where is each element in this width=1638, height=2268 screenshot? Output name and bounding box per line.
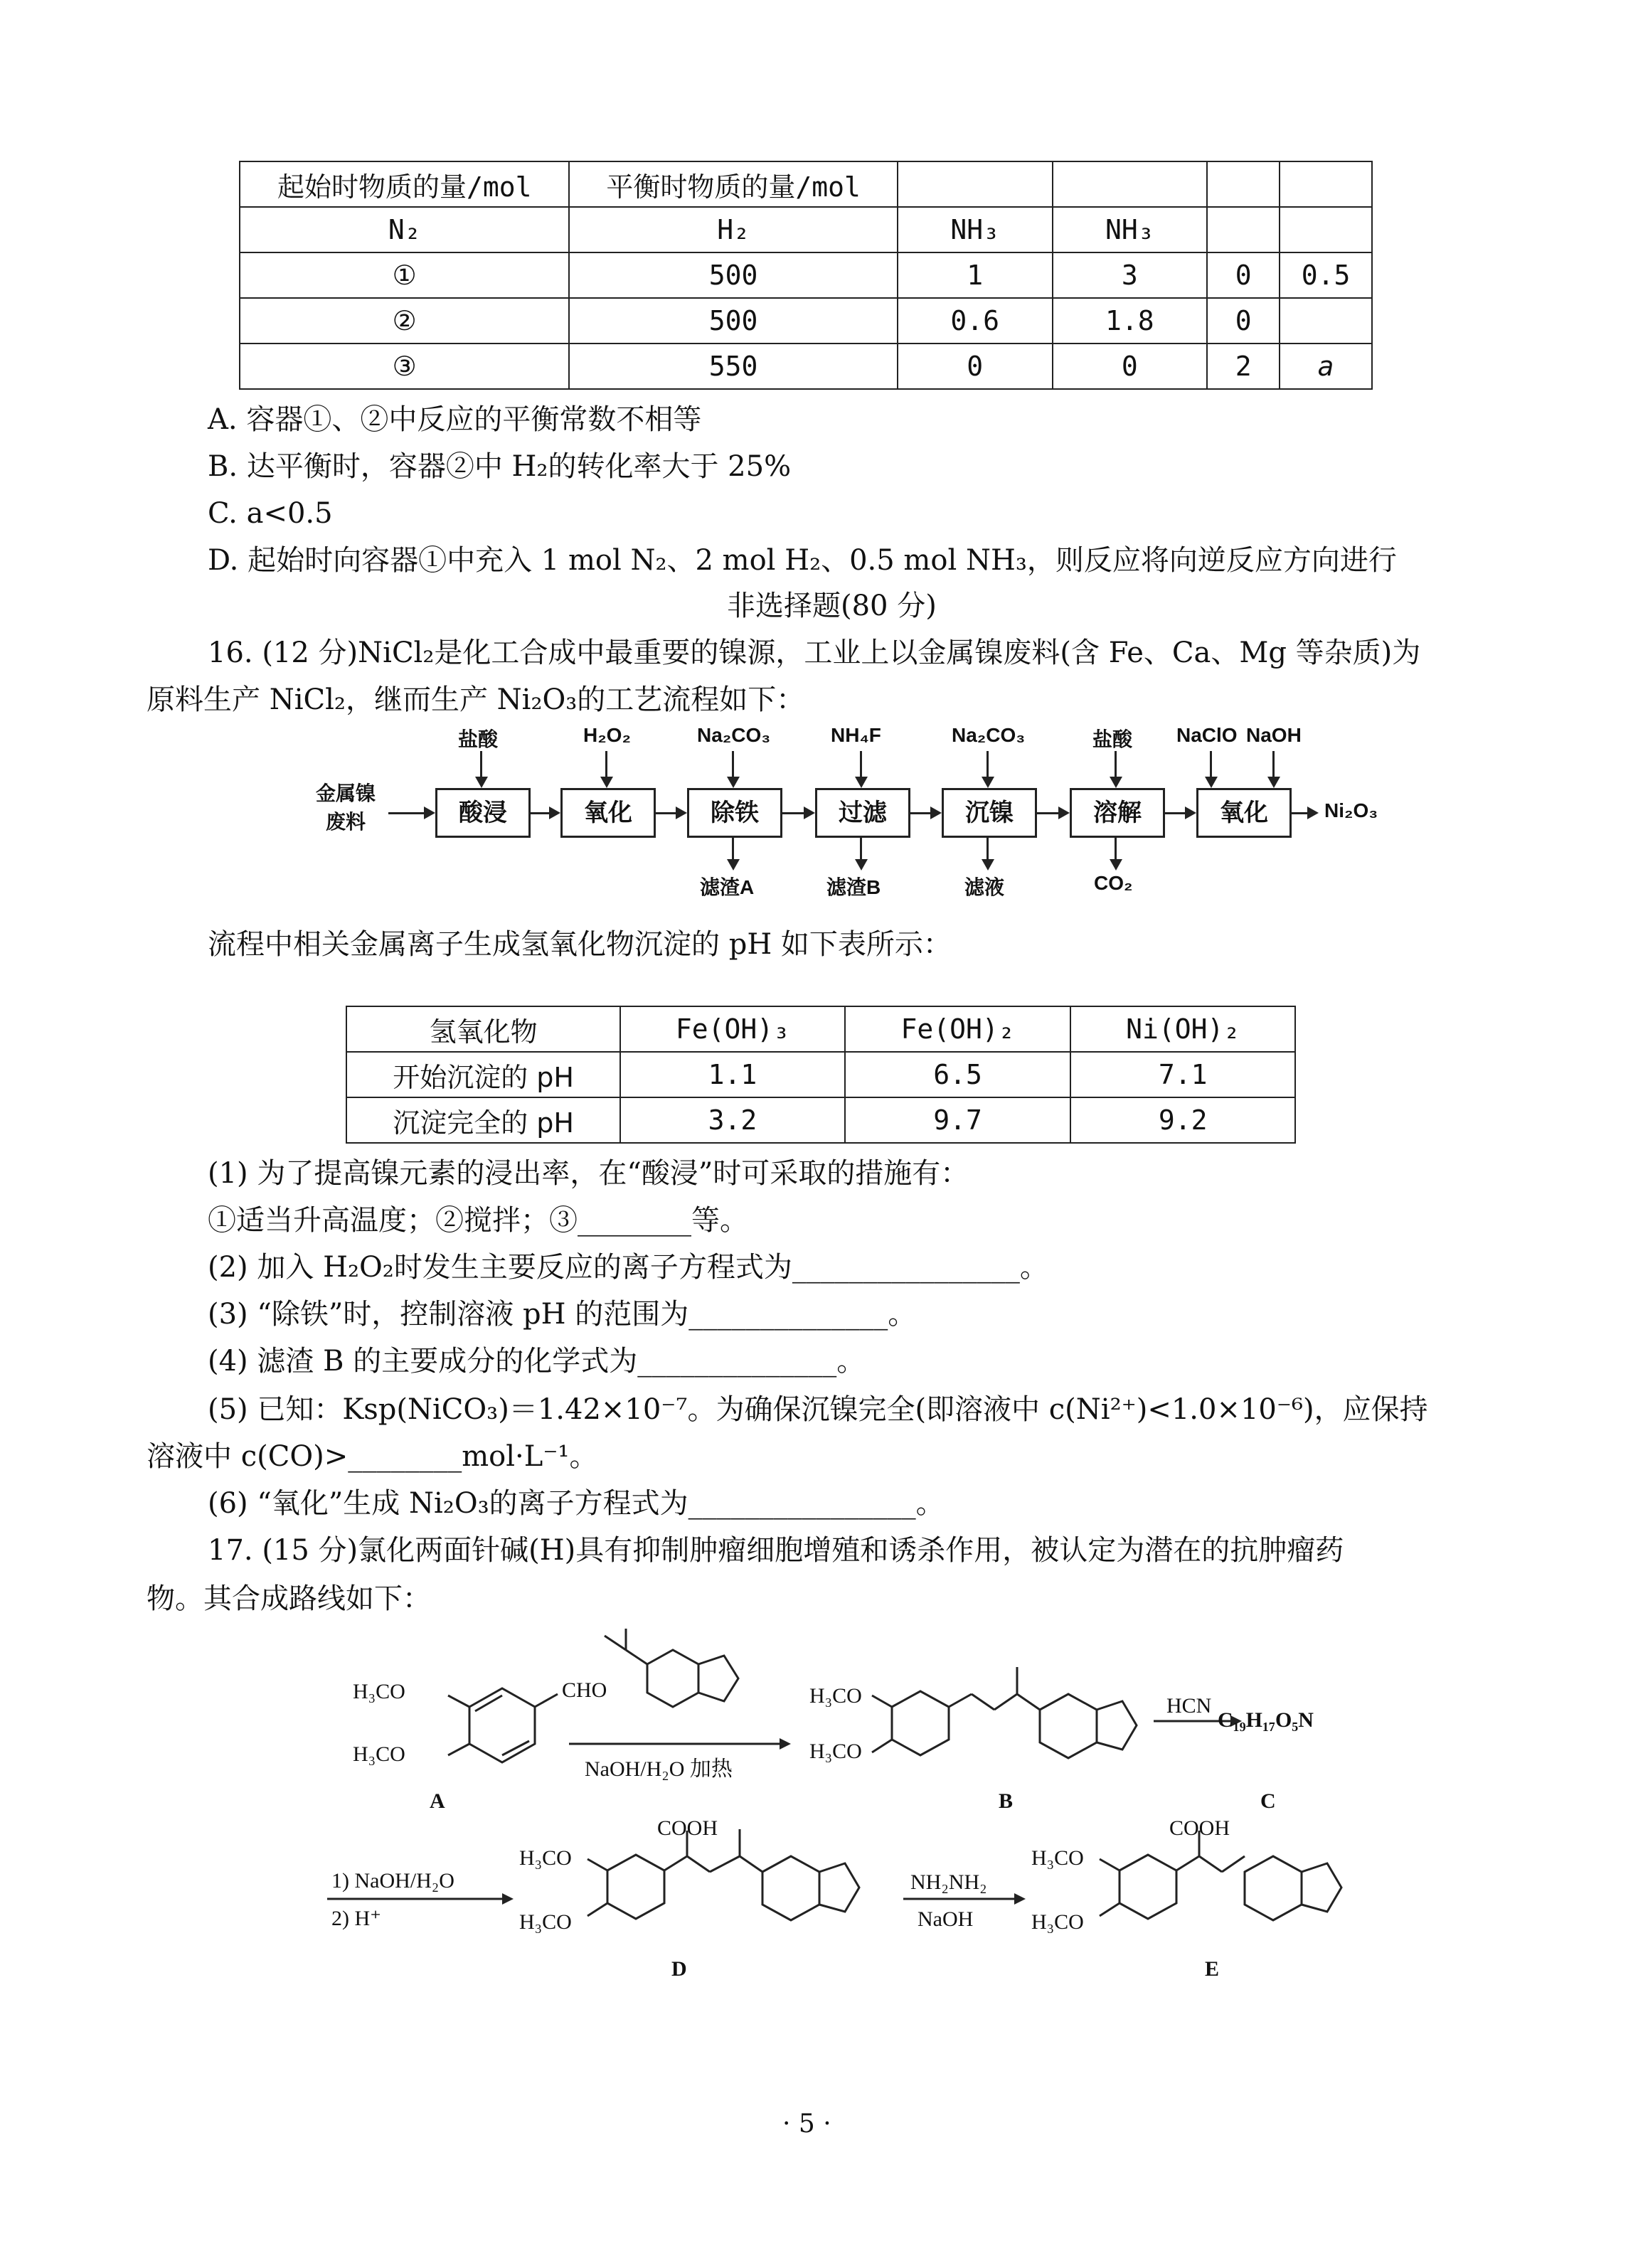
step-dissolution: 溶解 bbox=[1070, 788, 1165, 838]
compound-e-cooh: COOH bbox=[1169, 1816, 1230, 1840]
table-row bbox=[346, 1097, 1295, 1143]
flow-input: NH₄F bbox=[831, 724, 881, 746]
q16-intro-line2: 原料生产 NiCl₂，继而生产 Ni₂O₃的工艺流程如下： bbox=[147, 683, 805, 716]
flow-output: 滤渣A bbox=[700, 876, 755, 898]
q16-sub-question: (6) “氧化”生成 Ni₂O₃的离子方程式为________________。 bbox=[208, 1487, 945, 1520]
compound-a-ome-2: H₃CO bbox=[353, 1742, 405, 1766]
table-cell: 1 bbox=[898, 252, 1053, 298]
table-cell: 沉淀完全的 pH bbox=[346, 1097, 620, 1143]
flow-output: 滤渣B bbox=[826, 876, 881, 898]
compound-c-formula: C₁₉H₁₇O₅N bbox=[1218, 1708, 1314, 1732]
table-cell: 0 bbox=[1207, 298, 1280, 344]
flow-input: 盐酸 bbox=[1092, 728, 1133, 750]
table-cell: a bbox=[1280, 344, 1372, 389]
table-cell: 0 bbox=[1053, 344, 1208, 389]
flow-product: Ni₂O₃ bbox=[1324, 799, 1378, 821]
compound-e-ome-2: H₃CO bbox=[1031, 1910, 1084, 1934]
compound-d-cooh: COOH bbox=[657, 1816, 718, 1840]
table-header: Ni(OH)₂ bbox=[1070, 1006, 1295, 1052]
step-oxidation-2: 氧化 bbox=[1196, 788, 1292, 838]
compound-a-ome-1: H₃CO bbox=[353, 1680, 405, 1703]
section-title: 非选择题(80 分) bbox=[727, 590, 937, 622]
flow-output: 滤液 bbox=[964, 876, 1005, 898]
table-cell: 9.2 bbox=[1070, 1097, 1295, 1143]
step-filtration: 过滤 bbox=[815, 788, 910, 838]
flow-output: CO₂ bbox=[1094, 872, 1133, 894]
table-cell: 0.6 bbox=[898, 298, 1053, 344]
flow-input: NaOH bbox=[1246, 724, 1302, 746]
option-c: C. a<0.5 bbox=[208, 497, 333, 530]
table-cell: ③ bbox=[240, 344, 569, 389]
compound-b-ome-2: H₃CO bbox=[809, 1740, 862, 1763]
option-d: D. 起始时向容器①中充入 1 mol N₂、2 mol H₂、0.5 mol NH₃，则反应将向逆反应方向进行 bbox=[208, 544, 1397, 577]
reaction-reagent-hcn: HCN bbox=[1166, 1694, 1212, 1718]
q16-sub-question: (1) 为了提高镍元素的浸出率，在“酸浸”时可采取的措施有： bbox=[208, 1157, 969, 1190]
table-cell: 9.7 bbox=[845, 1097, 1071, 1143]
table-header: 平衡时物质的量/mol bbox=[569, 161, 897, 207]
compound-label-b: B bbox=[999, 1789, 1014, 1813]
hydroxide-ph-table bbox=[346, 1006, 1296, 1144]
step-acid-leach: 酸浸 bbox=[435, 788, 531, 838]
table-cell: ① bbox=[240, 252, 569, 298]
q16-intro-line1: 16. (12 分)NiCl₂是化工合成中最重要的镍源，工业上以金属镍废料(含 Fe、Ca、Mg 等杂质)为 bbox=[208, 637, 1421, 669]
compound-a-cho: CHO bbox=[562, 1678, 607, 1702]
table-cell: 6.5 bbox=[845, 1052, 1071, 1097]
table-cell: ② bbox=[240, 298, 569, 344]
table-cell: 0 bbox=[1207, 252, 1280, 298]
step-iron-removal: 除铁 bbox=[687, 788, 782, 838]
flow-input: Na₂CO₃ bbox=[697, 724, 771, 746]
q17-intro-line2: 物。其合成路线如下： bbox=[147, 1582, 431, 1615]
table-cell: 0.5 bbox=[1280, 252, 1372, 298]
flow-input: NaClO bbox=[1176, 724, 1238, 746]
table-cell: 1.8 bbox=[1053, 298, 1208, 344]
table-subheader: NH₃ bbox=[898, 207, 1053, 252]
q17-intro-line1: 17. (15 分)氯化两面针碱(H)具有抑制肿瘤细胞增殖和诱杀作用，被认定为潜在的抗肿瘤药 bbox=[208, 1534, 1344, 1567]
table-cell: 500 bbox=[569, 252, 897, 298]
compound-label-c: C bbox=[1260, 1789, 1276, 1813]
q16-sub-question: (4) 滤渣 B 的主要成分的化学式为______________。 bbox=[208, 1345, 866, 1378]
table-cell: 开始沉淀的 pH bbox=[346, 1052, 620, 1097]
page-number: · 5 · bbox=[782, 2109, 831, 2139]
table-header: Fe(OH)₂ bbox=[845, 1006, 1071, 1052]
option-a: A. 容器①、②中反应的平衡常数不相等 bbox=[208, 403, 702, 436]
table-header: 氢氧化物 bbox=[346, 1006, 620, 1052]
flow-input: 盐酸 bbox=[458, 728, 499, 750]
compound-d-ome-1: H₃CO bbox=[519, 1846, 572, 1870]
reaction-conditions-4b: NaOH bbox=[918, 1907, 974, 1931]
compound-label-e: E bbox=[1205, 1957, 1220, 1981]
option-b: B. 达平衡时，容器②中 H₂的转化率大于 25% bbox=[208, 450, 792, 483]
compound-b-ome-1: H₃CO bbox=[809, 1684, 862, 1708]
table-cell: 500 bbox=[569, 298, 897, 344]
q16-sub-question: (3) “除铁”时，控制溶液 pH 的范围为______________。 bbox=[208, 1298, 917, 1331]
synthesis-scheme bbox=[0, 1614, 1638, 2013]
table-cell: 550 bbox=[569, 344, 897, 389]
q16-sub-question: 溶液中 c(CO)>________mol·L⁻¹。 bbox=[147, 1440, 598, 1473]
compound-label-d: D bbox=[671, 1957, 687, 1981]
reaction-conditions-4a: NH₂NH₂ bbox=[910, 1870, 987, 1894]
table-cell: 3 bbox=[1053, 252, 1208, 298]
flow-start-label: 金属镍 废料 bbox=[316, 782, 376, 833]
flow-input: H₂O₂ bbox=[583, 724, 631, 746]
reaction-conditions-1: NaOH/H₂O 加热 bbox=[585, 1757, 733, 1781]
table-subheader: NH₃ bbox=[1053, 207, 1208, 252]
q16-table-intro: 流程中相关金属离子生成氢氧化物沉淀的 pH 如下表所示： bbox=[208, 928, 952, 961]
process-flowchart bbox=[0, 0, 1638, 910]
reaction-conditions-3b: 2) H⁺ bbox=[331, 1907, 381, 1930]
table-cell: 1.1 bbox=[620, 1052, 845, 1097]
table-cell: 7.1 bbox=[1070, 1052, 1295, 1097]
table-subheader: H₂ bbox=[569, 207, 897, 252]
table-header: Fe(OH)₃ bbox=[620, 1006, 845, 1052]
q16-sub-question: ①适当升高温度；②搅拌；③________等。 bbox=[208, 1204, 748, 1237]
table-cell: 0 bbox=[898, 344, 1053, 389]
q16-sub-question: (5) 已知：Ksp(NiCO₃)＝1.42×10⁻⁷。为确保沉镍完全(即溶液中 c(Ni²⁺)<1.0×10⁻⁶)，应保持 bbox=[208, 1393, 1428, 1426]
table-row bbox=[346, 1052, 1295, 1097]
step-nickel-precipitation: 沉镍 bbox=[942, 788, 1037, 838]
reaction-conditions-3a: 1) NaOH/H₂O bbox=[331, 1869, 454, 1892]
flow-input: Na₂CO₃ bbox=[952, 724, 1026, 746]
table-header: 起始时物质的量/mol bbox=[240, 161, 569, 207]
step-oxidation-1: 氧化 bbox=[560, 788, 656, 838]
table-subheader: N₂ bbox=[240, 207, 569, 252]
table-cell: 2 bbox=[1207, 344, 1280, 389]
compound-label-a: A bbox=[430, 1789, 445, 1813]
q16-sub-question: (2) 加入 H₂O₂时发生主要反应的离子方程式为________________。 bbox=[208, 1251, 1048, 1284]
compound-d-ome-2: H₃CO bbox=[519, 1910, 572, 1934]
compound-e-ome-1: H₃CO bbox=[1031, 1846, 1084, 1870]
table-cell: 3.2 bbox=[620, 1097, 845, 1143]
